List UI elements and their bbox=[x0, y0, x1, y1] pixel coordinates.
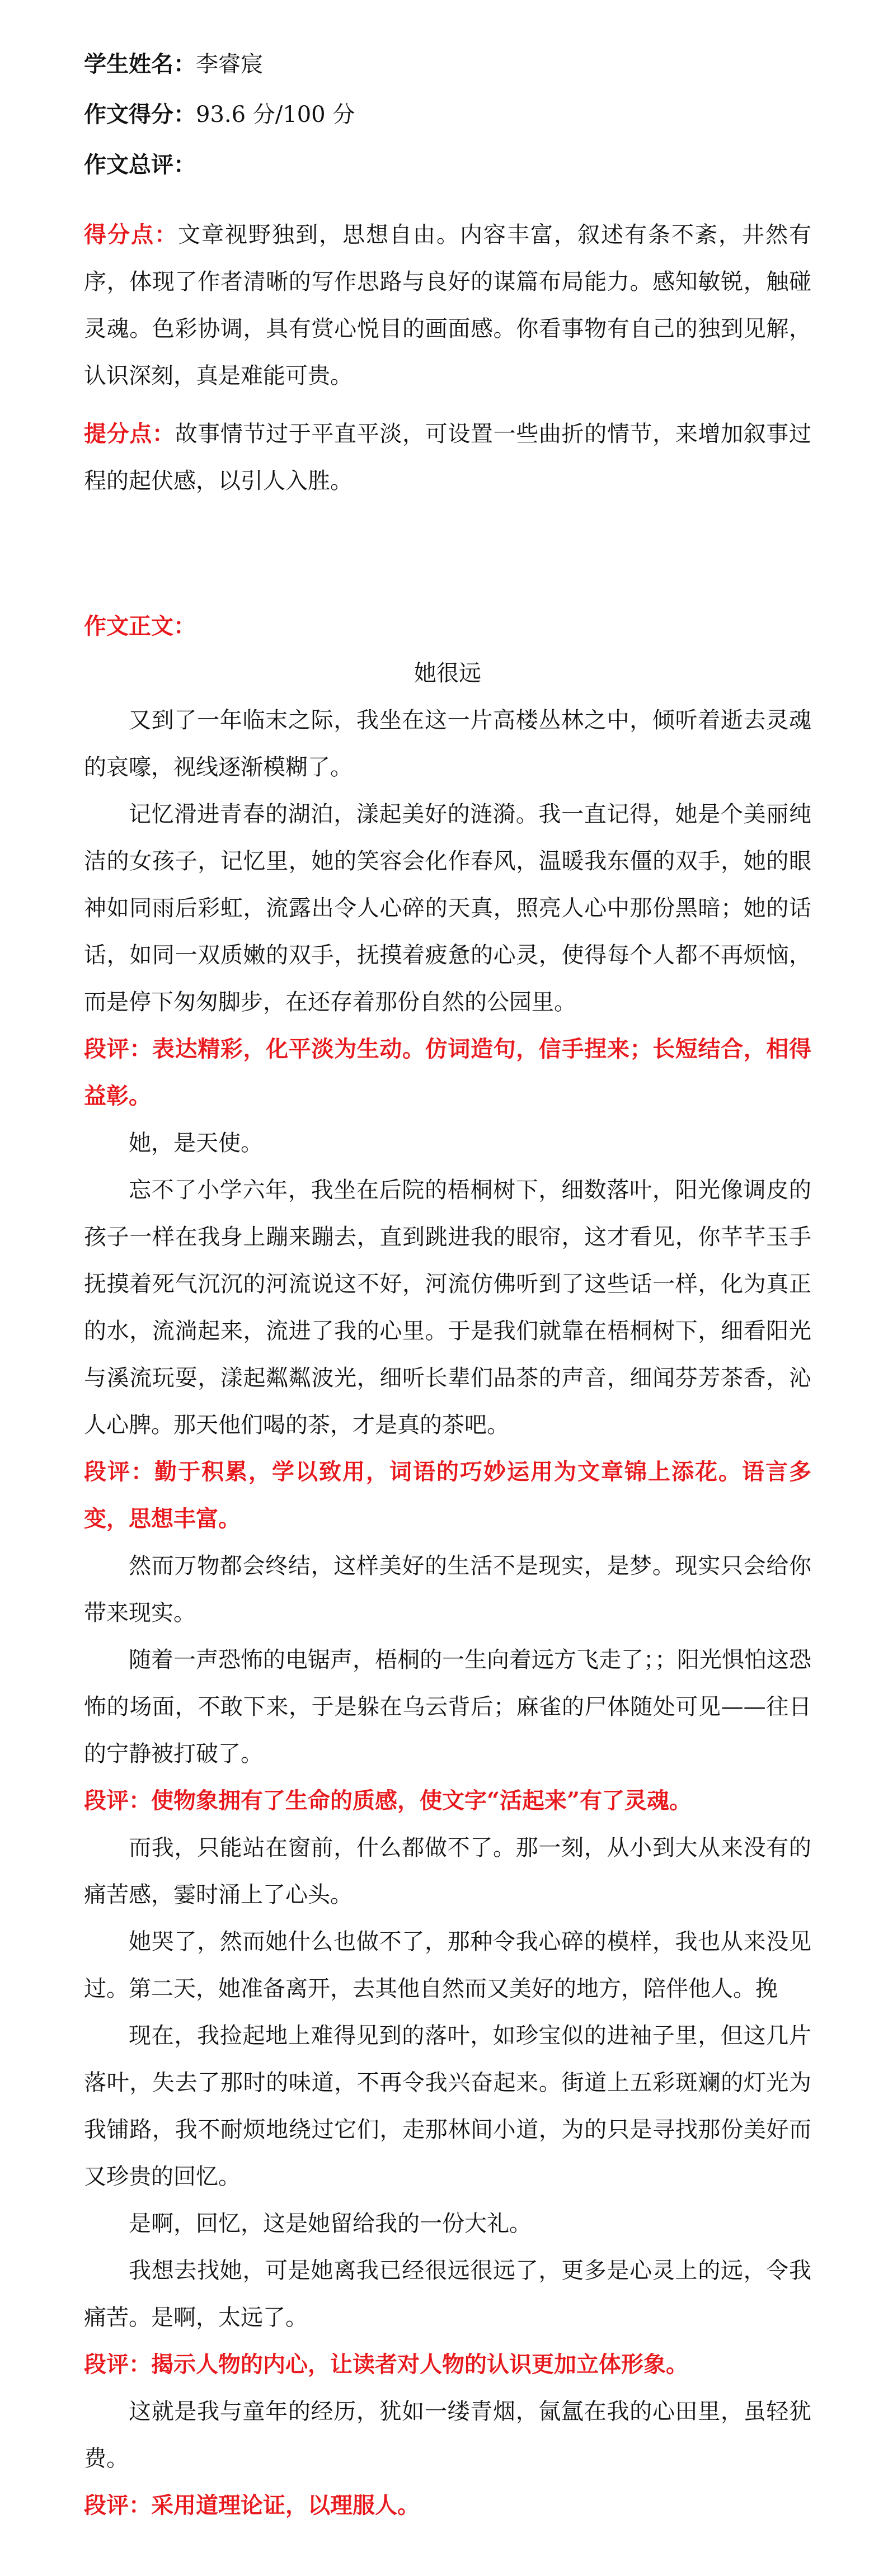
essay-paragraph: 我想去找她，可是她离我已经很远很远了，更多是心灵上的远，令我痛苦。是啊，太远了。 bbox=[84, 2258, 811, 2330]
essay-paragraph: 又到了一年临末之际，我坐在这一片高楼丛林之中，倾听着逝去灵魂的哀嚎，视线逐渐模糊了。 bbox=[84, 707, 811, 780]
strengths-label: 得分点： bbox=[84, 221, 178, 248]
essay-paragraph: 记忆滑进青春的湖泊，漾起美好的涟漪。我一直记得，她是个美丽纯洁的女孩子，记忆里，她的笑容会化作春风，温暖我东僵的双手，她的眼神如同雨后彩虹，流露出令人心碎的天真，照亮人心中那份黑暗；她的话话，如同一双质嫩的双手，抚摸着疲惫的心灵，使得每个人都不再烦恼，而是停下匆匆脚步，在还存着那份自然的公园里。 bbox=[84, 801, 811, 1015]
paragraph-comment: 段评：采用道理论证，以理服人。 bbox=[84, 2492, 420, 2518]
essay-section-heading: 作文正文： bbox=[84, 613, 196, 639]
strengths-paragraph bbox=[84, 211, 811, 399]
essay-body bbox=[84, 697, 811, 2529]
paragraph-comment: 段评：勤于积累，学以致用，词语的巧妙运用为文章锦上添花。语言多变，思想丰富。 bbox=[84, 1459, 811, 1532]
essay-paragraph: 是啊，回忆，这是她留给我的一份大礼。 bbox=[129, 2211, 532, 2237]
paragraph-comment: 段评：表达精彩，化平淡为生动。仿词造句，信手捏来；长短结合，相得益彰。 bbox=[84, 1036, 811, 1109]
score-label: 作文得分： bbox=[84, 101, 196, 128]
spacer bbox=[84, 399, 811, 411]
paragraph-comment: 段评：使物象拥有了生命的质感，使文字“活起来”有了灵魂。 bbox=[84, 1787, 692, 1814]
overall-review-line bbox=[84, 140, 811, 190]
essay-paragraph: 她哭了，然而她什么也做不了，那种令我心碎的模样，我也从来没见过。第二天，她准备离开，去其他自然而又美好的地方，陪伴他人。挽 bbox=[84, 1929, 811, 2002]
spacer bbox=[84, 190, 811, 211]
essay-title: 她很远 bbox=[414, 660, 481, 686]
student-name-line bbox=[84, 39, 811, 89]
essay-paragraph: 现在，我捡起地上难得见到的落叶，如珍宝似的进袖子里，但这几片落叶，失去了那时的味道，不再令我兴奋起来。街道上五彩斑斓的灯光为我铺路，我不耐烦地绕过它们，走那林间小道，为的只是寻找那份美好而又珍贵的回忆。 bbox=[84, 2023, 811, 2190]
score-line bbox=[84, 89, 811, 140]
score-value: 93.6 分/100 分 bbox=[196, 102, 355, 128]
improvement-label: 提分点： bbox=[84, 421, 175, 447]
improvement-paragraph bbox=[84, 411, 811, 504]
improvement-text: 故事情节过于平直平淡，可设置一些曲折的情节，来增加叙事过程的起伏感，以引人入胜。 bbox=[84, 421, 812, 494]
essay-paragraph: 忘不了小学六年，我坐在后院的梧桐树下，细数落叶，阳光像调皮的孩子一样在我身上蹦来蹦去，直到跳进我的眼帘，这才看见，你芊芊玉手抚摸着死气沉沉的河流说这不好，河流仿佛听到了这些话一样，化为真正的水，流淌起来，流进了我的心里。于是我们就靠在梧桐树下，细看阳光与溪流玩耍，漾起粼粼波光，细听长辈们品茶的声音，细闻芬芳茶香，沁人心脾。那天他们喝的茶，才是真的茶吧。 bbox=[84, 1177, 811, 1438]
essay-paragraph: 然而万物都会终结，这样美好的生活不是现实，是梦。现实只会给你带来现实。 bbox=[84, 1553, 811, 1626]
spacer bbox=[84, 504, 811, 603]
student-name: 李睿宸 bbox=[196, 51, 263, 77]
essay-paragraph: 这就是我与童年的经历，犹如一缕青烟，氤氲在我的心田里，虽轻犹费。 bbox=[84, 2399, 811, 2471]
strengths-text: 文章视野独到，思想自由。内容丰富，叙述有条不紊，井然有序，体现了作者清晰的写作思路与良好的谋篇布局能力。感知敏锐，触碰灵魂。色彩协调，具有赏心悦目的画面感。你看事物有自己的独到见解，认识深刻，真是难能可贵。 bbox=[84, 222, 811, 389]
paragraph-comment: 段评：揭示人物的内心，让读者对人物的认识更加立体形象。 bbox=[84, 2351, 688, 2377]
essay-paragraph: 她，是天使。 bbox=[129, 1130, 263, 1156]
student-name-label: 学生姓名： bbox=[84, 51, 196, 77]
overall-review-label: 作文总评： bbox=[84, 152, 196, 178]
essay-report bbox=[84, 39, 811, 2529]
essay-paragraph: 而我，只能站在窗前，什么都做不了。那一刻，从小到大从来没有的痛苦感，霎时涌上了心头。 bbox=[84, 1835, 811, 1908]
essay-paragraph: 随着一声恐怖的电锯声，梧桐的一生向着远方飞走了；；阳光惧怕这恐怖的场面，不敢下来，于是躲在乌云背后；麻雀的尸体随处可见——往日的宁静被打破了。 bbox=[84, 1647, 811, 1767]
